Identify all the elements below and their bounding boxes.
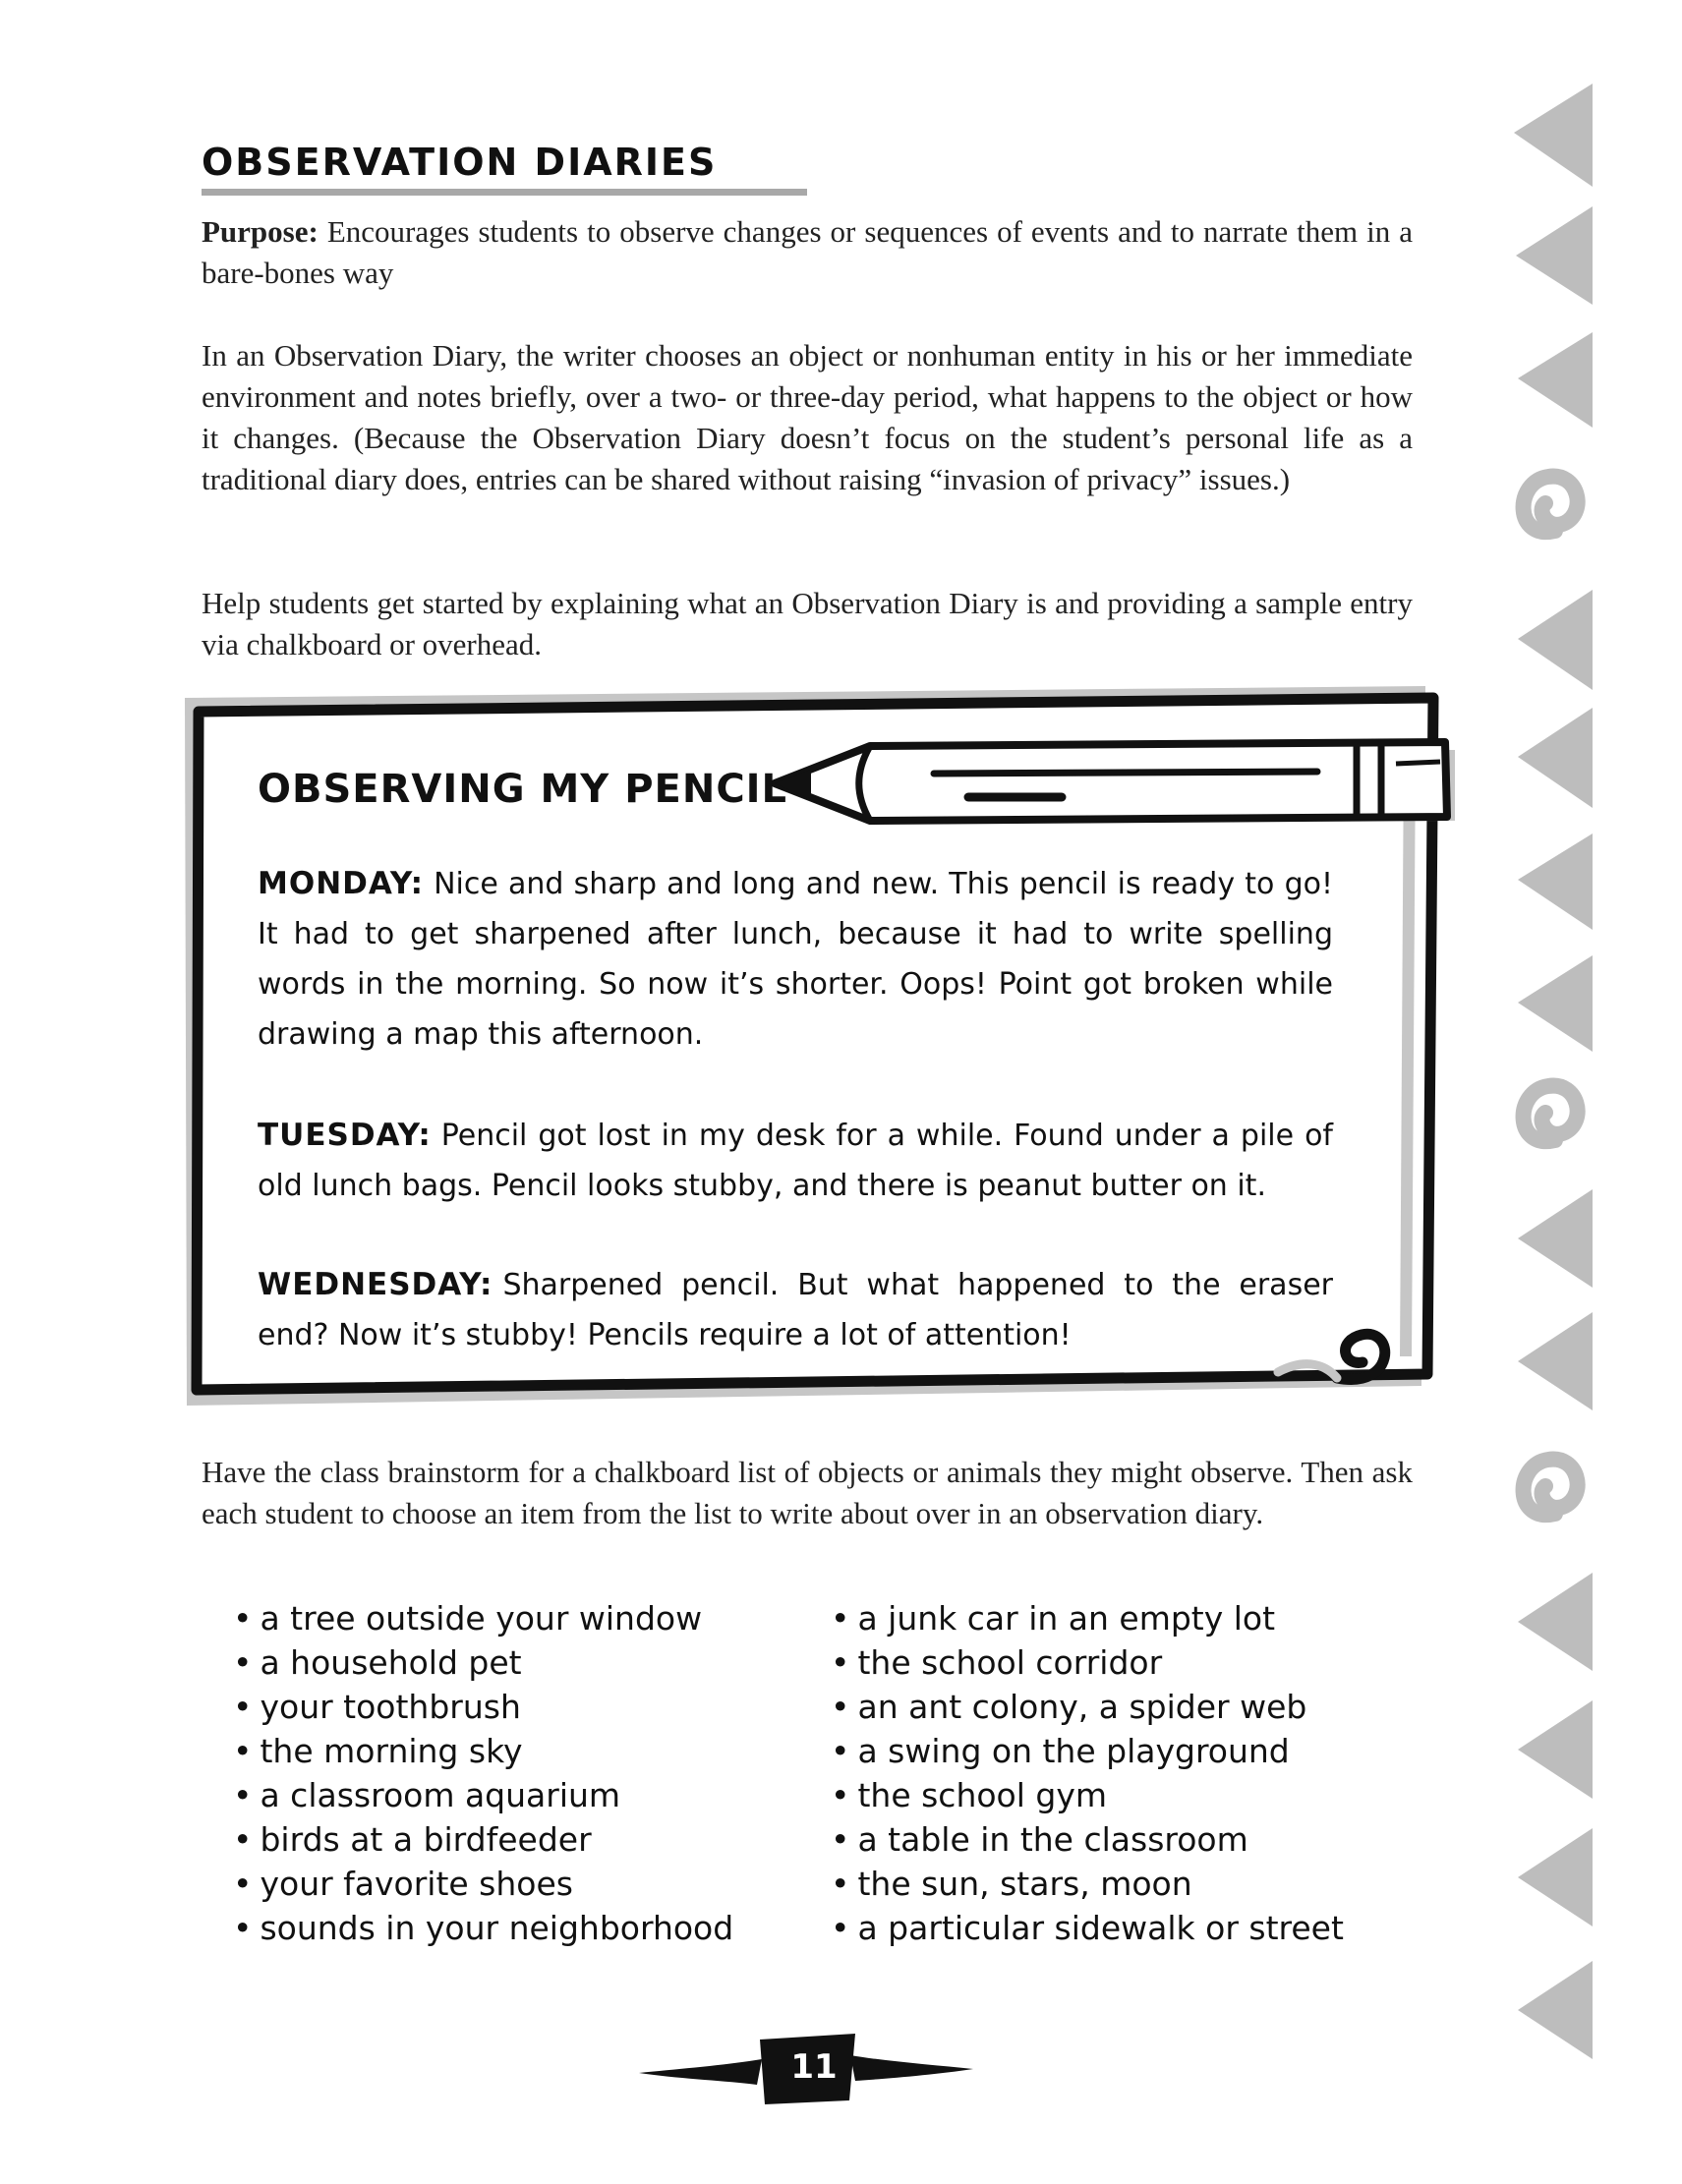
list-item: • a classroom aquarium bbox=[233, 1776, 621, 1814]
list-item: • the school corridor bbox=[831, 1643, 1163, 1682]
purpose-text: Encourages students to observe changes or sequences of events and to narrate them in a bare-bones way bbox=[202, 214, 1413, 290]
list-item: • a tree outside your window bbox=[233, 1599, 703, 1638]
purpose-label: Purpose: bbox=[202, 214, 319, 249]
list-item: • birds at a birdfeeder bbox=[233, 1820, 592, 1859]
ideas-list-right bbox=[831, 1596, 1344, 1950]
list-item: • a junk car in an empty lot bbox=[831, 1599, 1276, 1638]
help-paragraph: Help students get started by explaining what an Observation Diary is and providing a sample entry via chalkboard or overhead. bbox=[202, 586, 1413, 661]
brainstorm-paragraph: Have the class brainstorm for a chalkboard list of objects or animals they might observe. Then ask each student to choose an item from the list to write about over in an observation diary. bbox=[202, 1455, 1413, 1530]
sample-box-title: OBSERVING MY PENCIL bbox=[258, 767, 788, 812]
entry-text: Sharpened pencil. But what happened to the eraser end? Now it’s stubby! Pencils require a lot of attention! bbox=[258, 1268, 1333, 1352]
section-title: OBSERVATION DIARIES bbox=[202, 141, 718, 184]
triangle-icon bbox=[1516, 206, 1593, 305]
triangle-icon bbox=[1518, 1573, 1593, 1671]
triangle-icon bbox=[1518, 590, 1593, 690]
spiral-icon bbox=[1524, 1086, 1578, 1142]
list-item: • the sun, stars, moon bbox=[831, 1865, 1192, 1903]
description-paragraph: In an Observation Diary, the writer chooses an object or nonhuman entity in his or her immediate environment and notes briefly, over a two- or three-day period, what happens to the object or how it changes. (Because the Observation Diary doesn’t focus on the student’s personal life as a traditional diary does, entries can be shared without raising “invasion of privacy” issues.) bbox=[202, 338, 1413, 496]
entry-text: Nice and sharp and long and new. This pencil is ready to go! It had to get sharpened after lunch, because it had to write spelling words in the morning. So now it’s shorter. Oops! Point got broken while drawing a map this afternoon. bbox=[258, 867, 1333, 1052]
title-underline bbox=[202, 189, 807, 196]
entry-monday bbox=[258, 859, 1333, 1060]
spiral-icon bbox=[1524, 477, 1578, 533]
entry-text: Pencil got lost in my desk for a while. Found under a pile of old lunch bags. Pencil looks stubby, and there is peanut butter on it. bbox=[258, 1119, 1333, 1203]
triangle-icon bbox=[1518, 708, 1593, 808]
triangle-icon bbox=[1514, 84, 1593, 187]
entry-wednesday bbox=[258, 1260, 1333, 1360]
side-decoration-column bbox=[1494, 79, 1612, 2123]
ideas-list-left bbox=[233, 1596, 733, 1950]
list-item: • a household pet bbox=[233, 1643, 522, 1682]
list-item: • the morning sky bbox=[233, 1732, 523, 1770]
list-item: • a table in the classroom bbox=[831, 1820, 1248, 1859]
page-number: 11 bbox=[790, 2047, 838, 2087]
list-item: • a particular sidewalk or street bbox=[831, 1909, 1344, 1947]
purpose-paragraph bbox=[202, 211, 1413, 294]
list-item: • an ant colony, a spider web bbox=[831, 1688, 1307, 1726]
entry-day-label: WEDNESDAY: bbox=[258, 1267, 493, 1302]
list-item: • your favorite shoes bbox=[233, 1865, 573, 1903]
list-item: • sounds in your neighborhood bbox=[233, 1909, 734, 1947]
triangle-icon bbox=[1518, 955, 1593, 1052]
triangle-icon bbox=[1518, 1828, 1593, 1926]
list-item: • a swing on the playground bbox=[831, 1732, 1290, 1770]
pencil-icon bbox=[767, 732, 1475, 840]
triangle-icon bbox=[1518, 1312, 1593, 1410]
triangle-icon bbox=[1518, 332, 1593, 428]
entry-day-label: TUESDAY: bbox=[258, 1118, 432, 1153]
list-item: • the school gym bbox=[831, 1776, 1108, 1814]
spiral-icon bbox=[1524, 1460, 1578, 1516]
list-item: • your toothbrush bbox=[233, 1688, 521, 1726]
entry-tuesday bbox=[258, 1111, 1333, 1211]
triangle-icon bbox=[1518, 833, 1593, 930]
triangle-icon bbox=[1518, 1961, 1593, 2059]
entry-day-label: MONDAY: bbox=[258, 866, 425, 901]
triangle-icon bbox=[1518, 1700, 1593, 1799]
triangle-icon bbox=[1518, 1189, 1593, 1288]
